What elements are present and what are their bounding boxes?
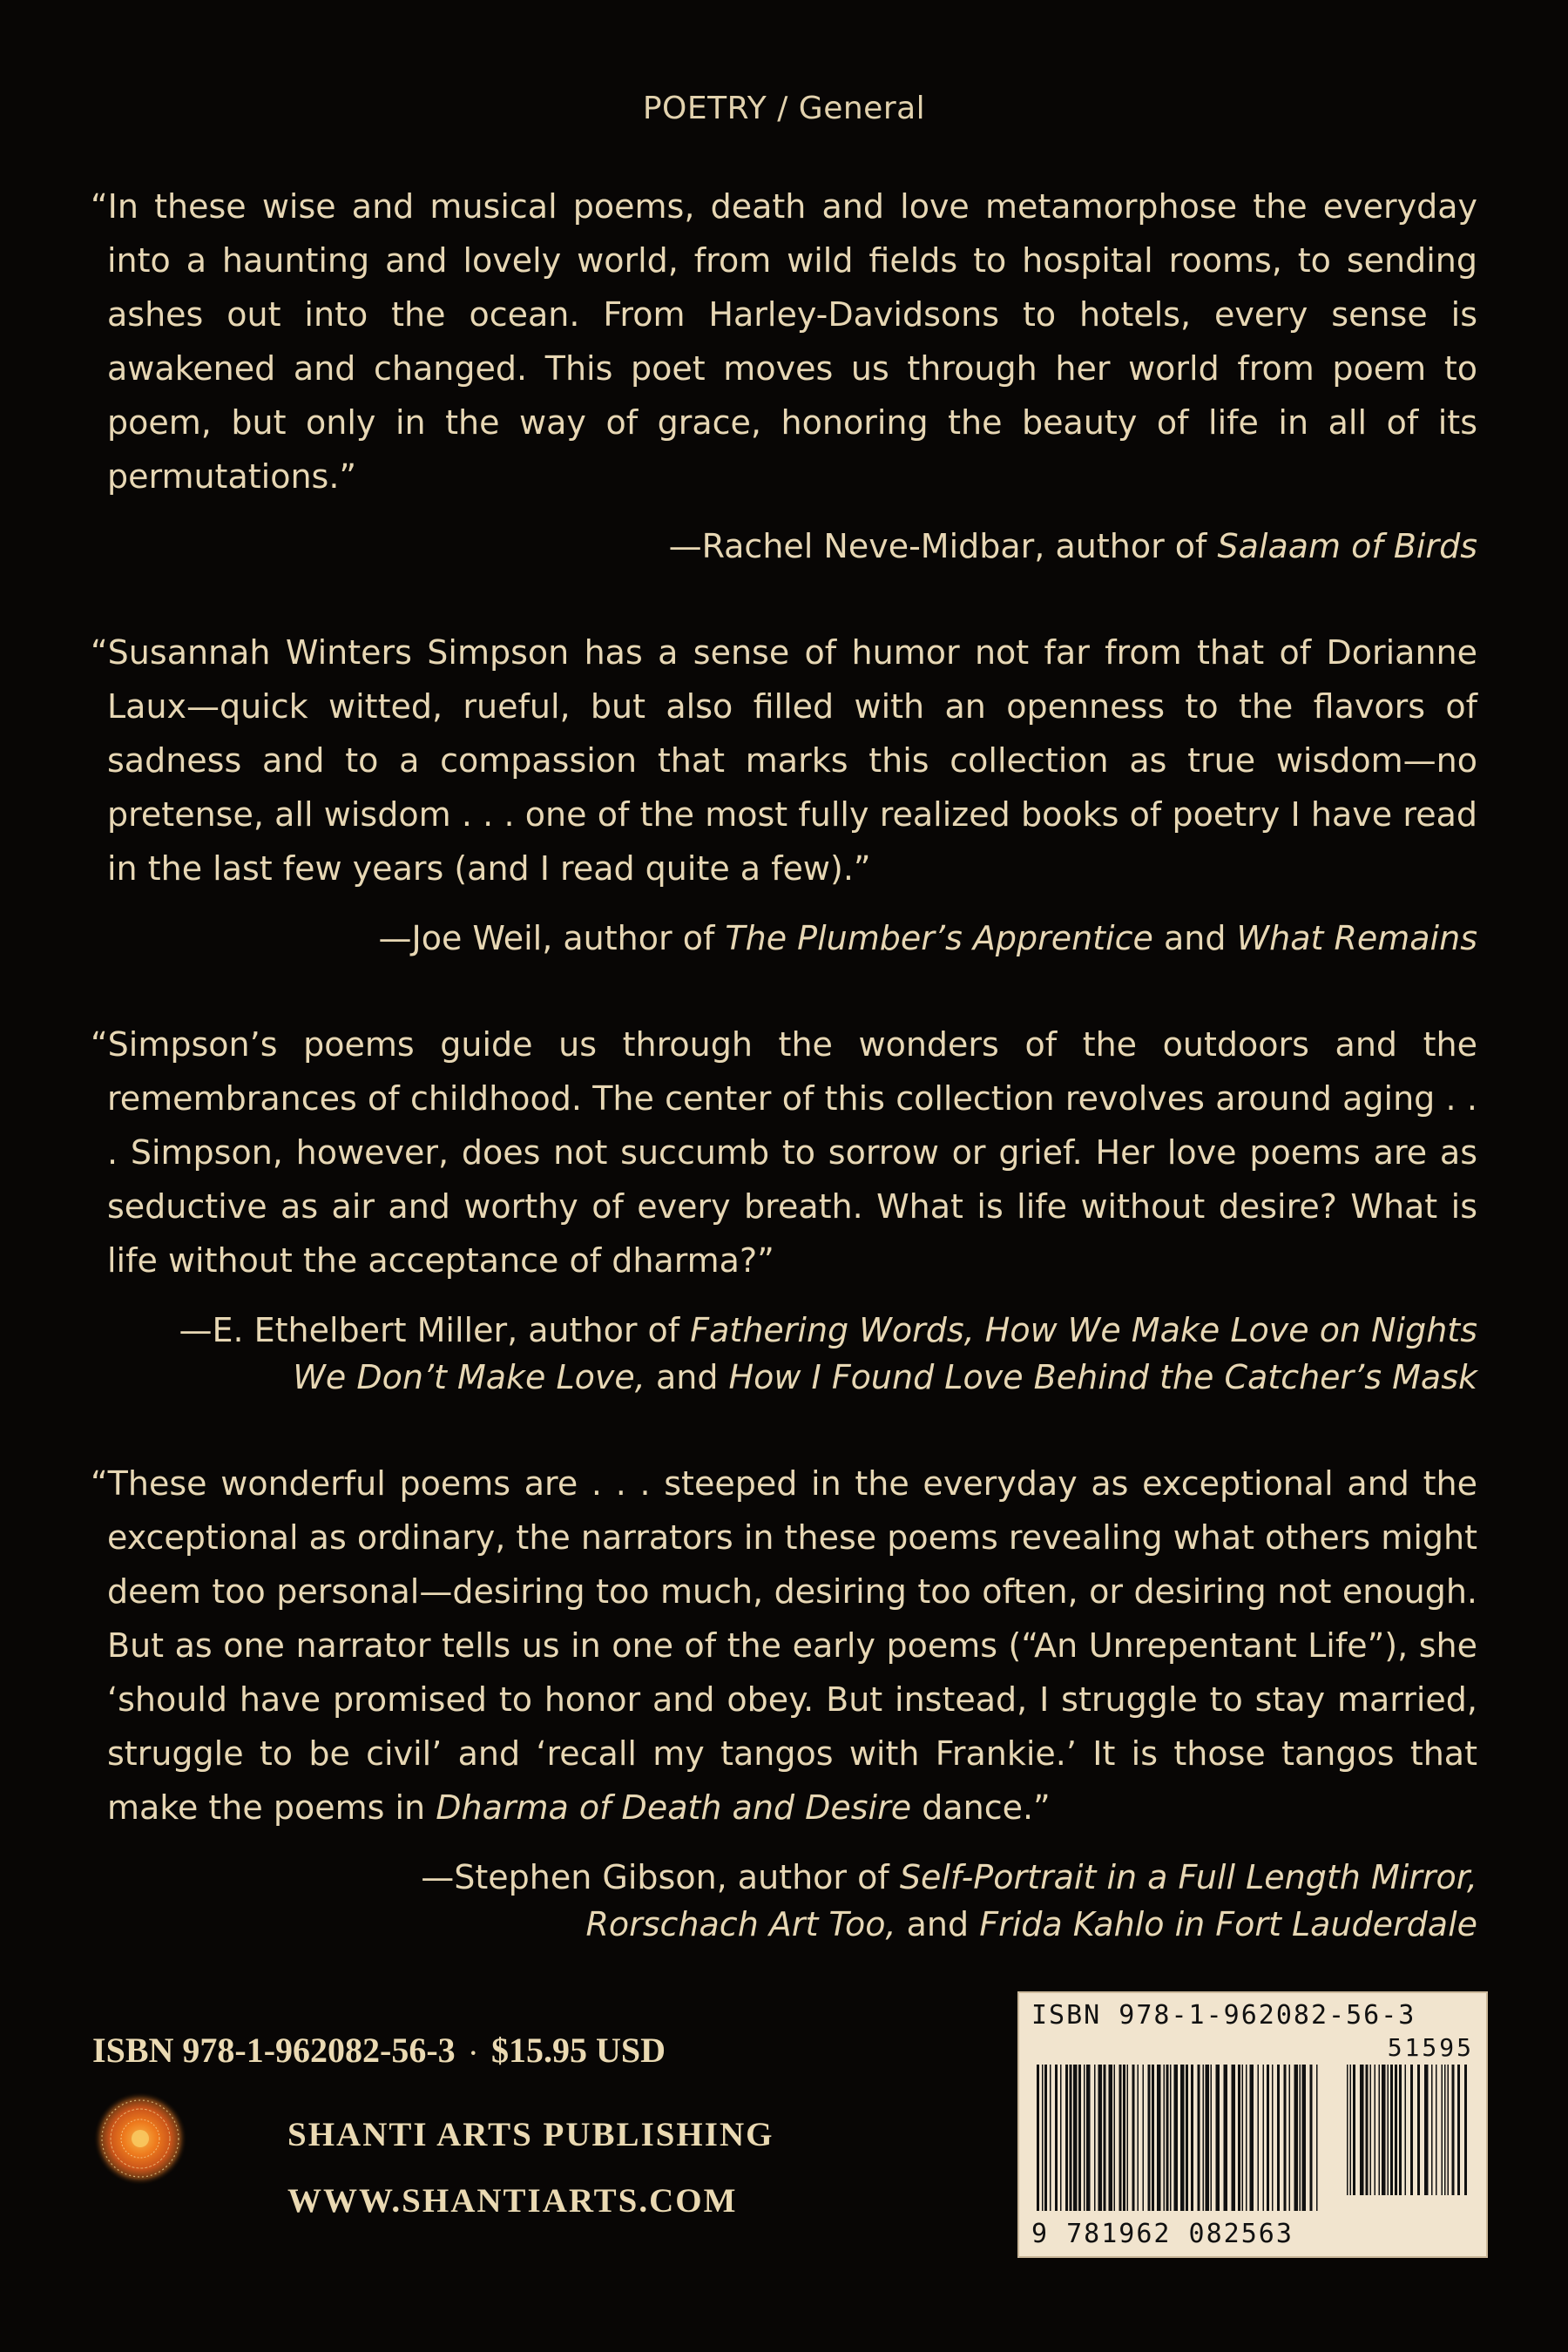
book-title: Salaam of Birds	[1217, 527, 1477, 565]
attribution-prefix: —E. Ethelbert Miller, author of	[179, 1311, 691, 1349]
quote-text: “These wonderful poems are . . . steeped in the everyday as exceptional and the exceptional as ordinary, the narrators in these poems revealing what others might deem too personal—desiring too much, desiring too often, or desiring not enough. But as one narrator tells us in one of the early poems (“An Unrepentant Life”), she ‘should have promised to honor and obey. But instead, I struggle to stay married, struggle to be civil’ and ‘recall my tangos with Frankie.’ It is those tangos that make the poems in	[91, 1464, 1477, 1827]
attribution-prefix: —Rachel Neve-Midbar, author of	[668, 527, 1218, 565]
publisher-logo-icon	[92, 2091, 188, 2186]
publisher-website: WWW.SHANTIARTS.COM	[287, 2182, 738, 2220]
endorsement-attribution	[91, 915, 1477, 962]
book-title: The Plumber’s Apprentice	[725, 919, 1153, 957]
separator-dot: ·	[469, 2039, 478, 2067]
book-title: Rorschach Art Too,	[585, 1905, 896, 1943]
endorsement-quote: “Simpson’s poems guide us through the wonders of the outdoors and the remembrances of childhood. The center of this collection revolves around aging . . . Simpson, however, does not succumb to sorrow or grief. Her love poems are as seductive as air and worthy of every breath. What is life without desire? What is life without the acceptance of dharma?”	[91, 1025, 1477, 1280]
endorsement-attribution	[91, 1854, 1477, 1948]
book-title: How I Found Love Behind the Catcher’s Mask	[728, 1358, 1477, 1396]
attribution-prefix: —Joe Weil, author of	[378, 919, 726, 957]
barcode-isbn-label: ISBN 978-1-962082-56-3	[1031, 2000, 1416, 2031]
category-label: POETRY / General	[642, 91, 926, 126]
endorsement-quote	[91, 1456, 1477, 1835]
endorsement-quote: “Susannah Winters Simpson has a sense of humor not far from that of Dorianne Laux—quick witted, rueful, but also filled with an openness to the flavors of sadness and to a compassion that marks this collection as true wisdom—no pretense, all wisdom . . . one of the most fully realized books of poetry I have read in the last few years (and I read quite a few).”	[91, 633, 1477, 888]
price-text: $15.95 USD	[491, 2031, 666, 2070]
quote-text: dance.”	[911, 1788, 1051, 1827]
isbn-text: ISBN 978-1-962082-56-3	[92, 2031, 456, 2070]
endorsement-2	[91, 625, 1477, 962]
barcode-bars	[1033, 2065, 1474, 2213]
publisher-name: SHANTI ARTS PUBLISHING	[287, 2116, 774, 2153]
endorsement-attribution	[91, 523, 1477, 570]
endorsement-1	[91, 179, 1477, 570]
attribution-and: and	[1152, 919, 1237, 957]
endorsement-4	[91, 1456, 1477, 1948]
book-title: Fathering Words, How We Make Love on Nights	[690, 1311, 1477, 1349]
attribution-prefix: —Stephen Gibson, author of	[421, 1858, 900, 1896]
endorsement-quote: “In these wise and musical poems, death and love metamorphose the everyday into a haunting and lovely world, from wild fields to hospital rooms, to sending ashes out into the ocean. From Harley-Davidsons to hotels, every sense is awakened and changed. This poet moves us through her world from poem to poem, but only in the way of grace, honoring the beauty of life in all of its permutations.”	[91, 187, 1477, 496]
attribution-and: and	[645, 1358, 729, 1396]
book-title: Self-Portrait in a Full Length Mirror,	[899, 1858, 1477, 1896]
book-title: Dharma of Death and Desire	[436, 1788, 912, 1827]
attribution-and: and	[896, 1905, 980, 1943]
barcode-price-code: 51595	[1387, 2033, 1474, 2062]
endorsement-3	[91, 1017, 1477, 1401]
book-title: Frida Kahlo in Fort Lauderdale	[979, 1905, 1477, 1943]
barcode-digits: 9 781962 082563	[1031, 2219, 1294, 2249]
book-title: What Remains	[1236, 919, 1477, 957]
book-title: We Don’t Make Love,	[293, 1358, 645, 1396]
isbn-barcode	[1017, 1991, 1488, 2258]
endorsements	[91, 179, 1477, 2004]
isbn-price-line	[92, 2030, 666, 2071]
endorsement-attribution	[91, 1307, 1477, 1401]
